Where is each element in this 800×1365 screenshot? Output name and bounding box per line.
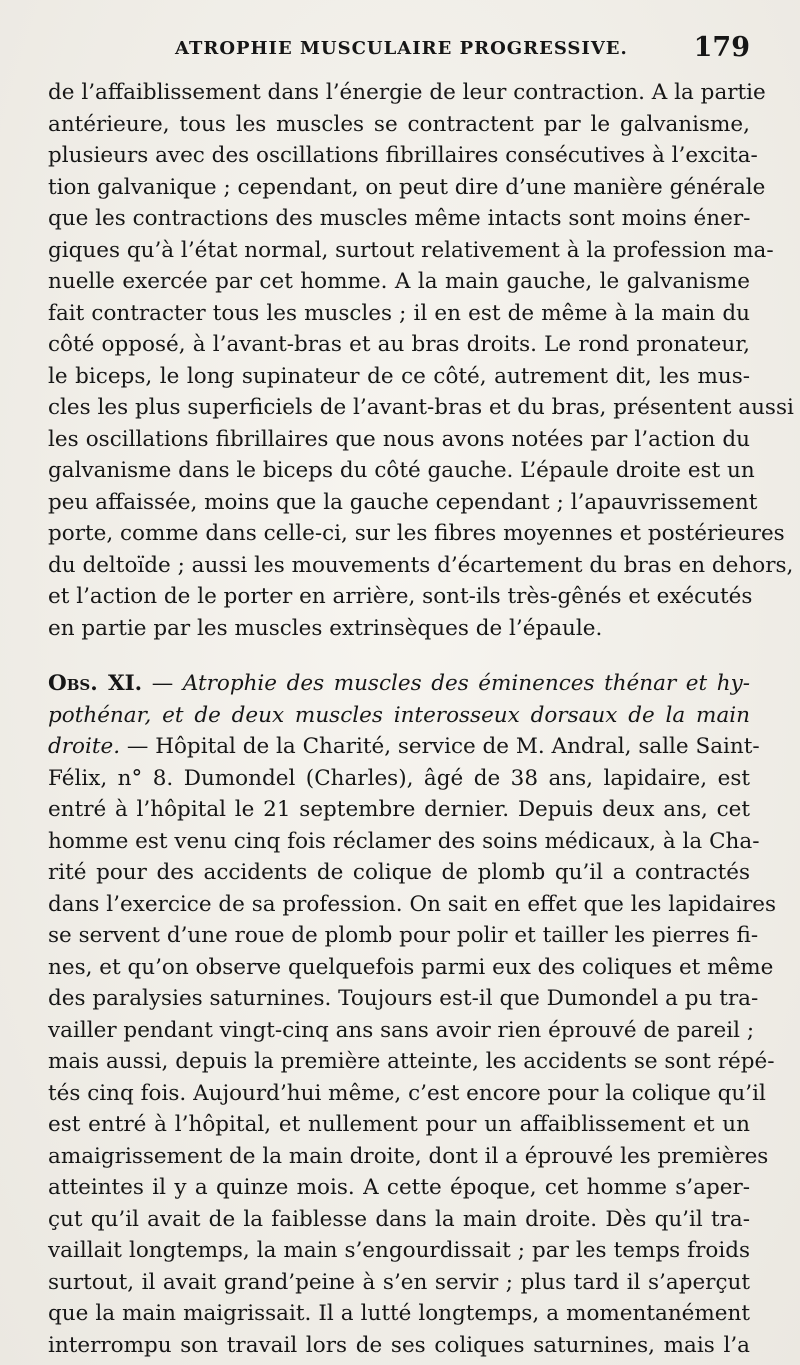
text-line: de l’affaiblissement dans l’énergie de leur contraction. A la partie bbox=[48, 80, 766, 105]
observation-title-line bbox=[48, 731, 760, 763]
page-number: 179 bbox=[693, 32, 750, 63]
text-line: tion galvanique ; cependant, on peut dire d’une manière générale bbox=[48, 174, 766, 200]
text-line: giques qu’à l’état normal, surtout relativement à la profession ma- bbox=[48, 237, 774, 263]
running-head bbox=[40, 30, 750, 70]
text-line: est entré à l’hôpital, et nullement pour un affaiblissement et un bbox=[48, 1112, 750, 1137]
text-line: atteintes il y a quinze mois. A cette époque, cet homme s’aper- bbox=[48, 1175, 750, 1200]
observation-title-line: pothénar, et de deux muscles interosseux dorsaux de la main bbox=[48, 702, 750, 728]
text-line: se servent d’une roue de plomb pour polir et tailler les pierres fi- bbox=[48, 923, 759, 948]
observation-section bbox=[48, 668, 777, 1361]
text-line: les oscillations fibrillaires que nous avons notées par l’action du bbox=[48, 426, 750, 452]
observation-title-end: droite. bbox=[48, 734, 121, 759]
page-body bbox=[48, 77, 794, 1361]
text-line: tés cinq fois. Aujourd’hui même, c’est encore pour la colique qu’il bbox=[48, 1080, 766, 1106]
text-line: vaillait longtemps, la main s’engourdissait ; par les temps froids bbox=[48, 1238, 750, 1263]
text-line: entré à l’hôpital le 21 septembre dernier. Depuis deux ans, cet bbox=[48, 797, 750, 822]
text-line: nes, et qu’on observe quelquefois parmi eux des coliques et même bbox=[48, 954, 774, 980]
text-line: que la main maigrissait. Il a lutté longtemps, a momentanément bbox=[48, 1301, 750, 1326]
text-line: surtout, il avait grand’peine à s’en servir ; plus tard il s’aperçut bbox=[48, 1269, 750, 1295]
text-line: fait contracter tous les muscles ; il en est de même à la main du bbox=[48, 300, 750, 326]
text-line: le biceps, le long supinateur de ce côté, autrement dit, les mus- bbox=[48, 363, 750, 389]
observation-title: Atrophie des muscles des éminences thénar et hy- bbox=[182, 671, 750, 696]
text-line: peu affaissée, moins que la gauche cependant ; l’apauvrissement bbox=[48, 489, 758, 515]
text-line: interrompu son travail lors de ses coliques saturnines, mais l’a bbox=[48, 1332, 750, 1358]
observation-heading-line bbox=[48, 668, 750, 700]
text-line: Félix, n° 8. Dumondel (Charles), âgé de 38 ans, lapidaire, est bbox=[48, 765, 750, 791]
text-line: porte, comme dans celle-ci, sur les fibres moyennes et postérieures bbox=[48, 521, 785, 546]
text-line: plusieurs avec des oscillations fibrillaires consécutives à l’excita- bbox=[48, 143, 758, 168]
text-line: çut qu’il avait de la faiblesse dans la main droite. Dès qu’il tra- bbox=[48, 1206, 750, 1232]
text-line: antérieure, tous les muscles se contractent par le galvanisme, bbox=[48, 111, 750, 137]
text-line: cles les plus superficiels de l’avant-bras et du bras, présentent aussi bbox=[48, 395, 794, 420]
observation-location: — Hôpital de la Charité, service de M. Andral, salle Saint- bbox=[120, 734, 760, 759]
text-line: vailler pendant vingt-cinq ans sans avoir rien éprouvé de pareil ; bbox=[48, 1017, 755, 1043]
text-line: que les contractions des muscles même intacts sont moins éner- bbox=[48, 206, 751, 231]
text-line: dans l’exercice de sa profession. On sait en effet que les lapidaires bbox=[48, 891, 777, 917]
observation-dash: — bbox=[142, 671, 183, 696]
text-line: des paralysies saturnines. Toujours est-il que Dumondel a pu tra- bbox=[48, 986, 759, 1011]
text-line: en partie par les muscles extrinsèques de l’épaule. bbox=[48, 615, 603, 641]
text-line: côté opposé, à l’avant-bras et au bras droits. Le rond pronateur, bbox=[48, 332, 750, 357]
text-line: mais aussi, depuis la première atteinte, les accidents se sont répé- bbox=[48, 1049, 775, 1074]
paragraph-continuation bbox=[48, 77, 794, 644]
text-line: rité pour des accidents de colique de plomb qu’il a contractés bbox=[48, 860, 750, 885]
observation-label: Obs. XI. bbox=[48, 671, 143, 696]
running-title: ATROPHIE MUSCULAIRE PROGRESSIVE. bbox=[175, 38, 628, 59]
text-line: galvanisme dans le biceps du côté gauche. L’épaule droite est un bbox=[48, 458, 755, 483]
section-gap bbox=[48, 644, 750, 668]
text-line: homme est venu cinq fois réclamer des soins médicaux, à la Cha- bbox=[48, 828, 760, 854]
text-line: amaigrissement de la main droite, dont il a éprouvé les premières bbox=[48, 1143, 769, 1169]
text-line: nuelle exercée par cet homme. A la main gauche, le galvanisme bbox=[48, 269, 750, 294]
text-line: et l’action de le porter en arrière, sont-ils très-gênés et exécutés bbox=[48, 584, 753, 609]
text-line: du deltoïde ; aussi les mouvements d’écartement du bras en dehors, bbox=[48, 552, 794, 578]
